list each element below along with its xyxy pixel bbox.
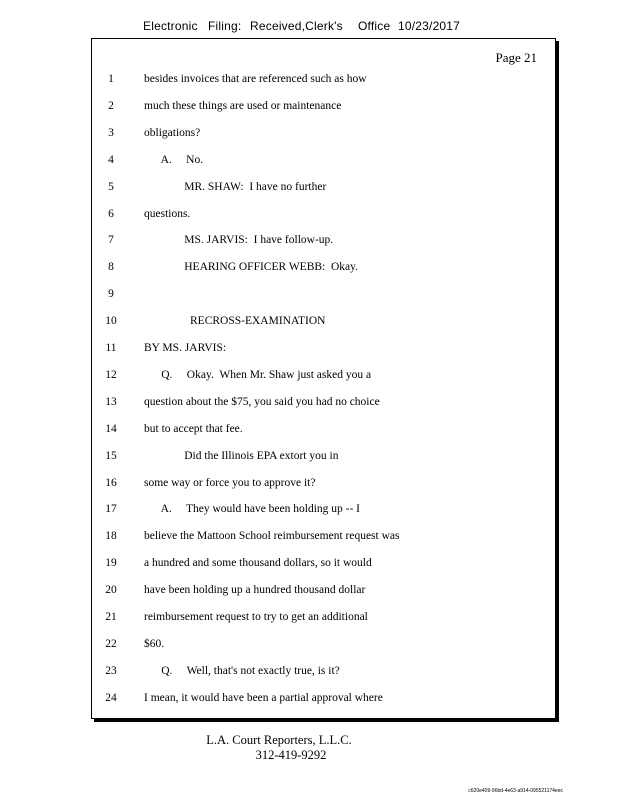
transcript-line: [92, 477, 557, 497]
line-text: A. They would have been holding up -- I: [144, 503, 361, 516]
line-text: RECROSS-EXAMINATION: [144, 315, 326, 328]
transcript-line: [92, 315, 557, 335]
transcript-line: [92, 423, 557, 443]
transcript-page: [91, 38, 556, 719]
transcript-line: [92, 342, 557, 362]
transcript-line: [92, 503, 557, 523]
line-number: 15: [105, 449, 117, 462]
filing-header-word-electronic: Electronic: [143, 19, 198, 33]
page-shadow-bottom: [94, 719, 559, 722]
line-text: HEARING OFFICER WEBB: Okay.: [144, 261, 359, 274]
line-text: Did the Illinois EPA extort you in: [144, 449, 339, 462]
line-text: some way or force you to approve it?: [144, 476, 316, 489]
line-text: question about the $75, you said you had no choice: [144, 395, 380, 408]
line-number: 9: [108, 288, 114, 301]
line-text: Q. Well, that's not exactly true, is it?: [144, 664, 340, 677]
line-text: I mean, it would have been a partial approval where: [144, 691, 383, 704]
line-number: 12: [105, 368, 117, 381]
transcript-line: [92, 261, 557, 281]
line-text: questions.: [144, 207, 191, 220]
line-text: besides invoices that are referenced such as how: [144, 73, 367, 85]
transcript-line: [92, 584, 557, 604]
document-id: c620e409-96bd-4e63-a914-095521174eec: [468, 788, 563, 794]
transcript-line: [92, 154, 557, 174]
filing-header-word-filing: Filing:: [208, 19, 242, 33]
line-text: $60.: [144, 637, 165, 650]
filing-header-word-received: Received,Clerk's: [250, 19, 343, 33]
footer-phone: 312-419-9292: [255, 748, 327, 762]
footer-company: L.A. Court Reporters, L.L.C.: [206, 733, 352, 747]
line-number: 23: [105, 664, 117, 677]
transcript-line: [92, 450, 557, 470]
line-number: 7: [108, 234, 114, 247]
line-text: MS. JARVIS: I have follow-up.: [144, 234, 334, 247]
transcript-line: [92, 638, 557, 658]
line-number: 19: [105, 557, 117, 570]
transcript-line: [92, 181, 557, 201]
line-text: believe the Mattoon School reimbursement request was: [144, 530, 400, 543]
line-number: 6: [108, 207, 114, 220]
line-number: 18: [105, 530, 117, 543]
transcript-line: [92, 530, 557, 550]
transcript-line: [92, 100, 557, 120]
line-text: much these things are used or maintenance: [144, 99, 342, 112]
line-number: 24: [105, 691, 117, 704]
transcript-line: [92, 73, 557, 93]
line-number: 10: [105, 315, 117, 328]
transcript-line: [92, 234, 557, 254]
page-number: Page 21: [495, 50, 537, 65]
line-text: a hundred and some thousand dollars, so it would: [144, 557, 372, 570]
line-number: 17: [105, 503, 117, 516]
line-number: 3: [108, 126, 114, 139]
line-text: reimbursement request to try to get an additional: [144, 611, 368, 623]
transcript-line: [92, 692, 557, 712]
line-text: BY MS. JARVIS:: [144, 342, 227, 354]
filing-header-date: 10/23/2017: [398, 19, 461, 33]
line-text: but to accept that fee.: [144, 422, 243, 435]
line-number: 13: [105, 395, 117, 408]
transcript-line: [92, 127, 557, 147]
line-number: 8: [108, 261, 114, 274]
line-text: A. No.: [144, 153, 204, 166]
line-number: 22: [105, 637, 117, 650]
transcript-line: [92, 208, 557, 228]
line-number: 20: [105, 584, 117, 597]
transcript-line: [92, 288, 557, 308]
transcript-line: [92, 665, 557, 685]
line-number: 5: [108, 180, 114, 193]
line-text: Q. Okay. When Mr. Shaw just asked you a: [144, 368, 372, 381]
transcript-line: [92, 557, 557, 577]
line-number: 11: [105, 342, 117, 354]
line-text: obligations?: [144, 126, 201, 139]
transcript-line: [92, 396, 557, 416]
line-number: 21: [105, 611, 117, 623]
line-number: 4: [108, 153, 114, 166]
line-text: have been holding up a hundred thousand dollar: [144, 584, 366, 597]
line-number: 1: [108, 73, 114, 85]
line-number: 16: [105, 476, 117, 489]
line-text: MR. SHAW: I have no further: [144, 180, 327, 193]
filing-header-word-office: Office: [358, 19, 391, 33]
transcript-line: [92, 369, 557, 389]
line-number: 14: [105, 422, 117, 435]
transcript-line: [92, 611, 557, 631]
line-number: 2: [108, 99, 114, 112]
